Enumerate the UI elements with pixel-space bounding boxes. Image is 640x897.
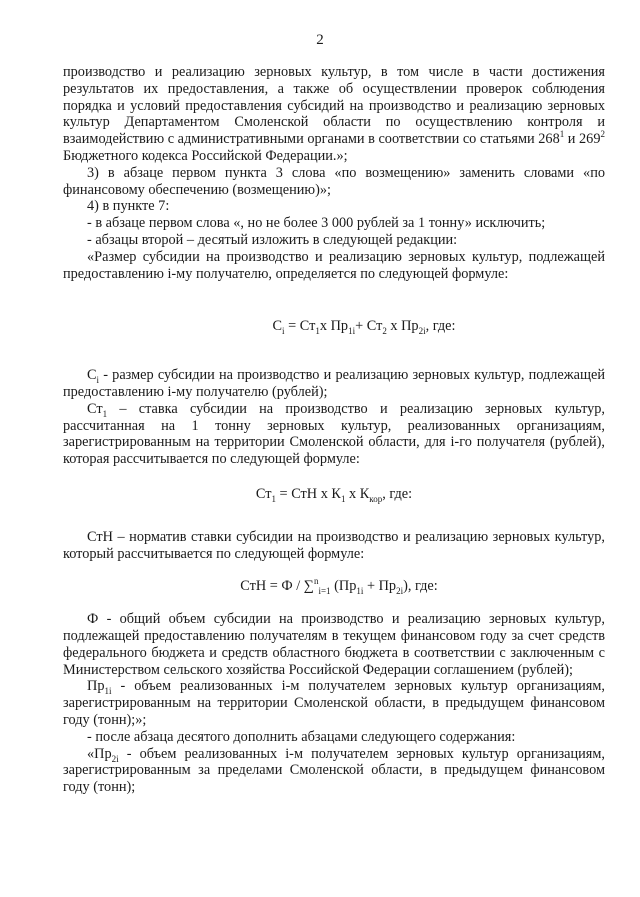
paragraph-10: Ф - общий объем субсидии на производство и реализацию зерновых культур, подлежащей предоставлению получателям в текущем финансовом году за счет средств федерального бюджета и средств областного бюджета в соответствии с заключенным с Министерством сельского хозяйства Российской Федерации соглашением (рублей); (63, 611, 605, 678)
paragraph-12: - после абзаца десятого дополнить абзацами следующего содержания: (87, 728, 516, 745)
document-body (63, 64, 605, 796)
paragraph-5: - абзацы второй – десятый изложить в следующей редакции: (87, 231, 458, 248)
paragraph-9: СтН – норматив ставки субсидии на производство и реализацию зерновых культур, который рассчитывается по следующей формуле: (63, 528, 605, 562)
page-number: 2 (316, 32, 324, 48)
formula-norm: СтН = Ф / ∑$^n_{i=1}$ $(Пр_{1i} + Пр_{2i})$, где: (240, 576, 438, 597)
paragraph-3: 4) в пункте 7: (87, 198, 170, 215)
paragraph-7: $С_i$ - размер субсидии на производство и реализацию зерновых культур, подлежащей предоставлению i-му получателю (рублей); (63, 367, 605, 400)
paragraph-11: $Пр_{1i}$ - объем реализованных i-м получателем зерновых культур организациям, зарегистрированным на территории Смоленской области, в предыдущем финансовом году (тонн);»; (63, 678, 605, 728)
paragraph-6: «Размер субсидии на производство и реализацию зерновых культур, подлежащей предоставлению i-му получателю, определяется по следующей формуле: (63, 248, 605, 282)
paragraph-8: $Ст_1$ – ставка субсидии на производство и реализацию зерновых культур, рассчитанная на 1 тонну зерновых культур, реализованных организациям, зарегистрированным на территории Смоленской области, для i-го получателя (рублей), которая рассчитывается по следующей формуле: (63, 400, 605, 468)
paragraph-13: «$Пр_{2i}$ - объем реализованных i-м получателем зерновых культур организациям, зарегистрированным за пределами Смоленской области, в предыдущем финансовом году (тонн); (63, 745, 605, 796)
formula-subsidy: $С_i = Ст_1х$ $Пр_{1i}+ Ст_2$ х $Пр_{2i}$, где: (272, 318, 456, 337)
paragraph-4: - в абзаце первом слова «, но не более 3 000 рублей за 1 тонну» исключить; (87, 215, 546, 232)
paragraph-1: производство и реализацию зерновых культур, в том числе в части достижения результатов их предоставления, а также об осуществлении проверок соблюдения порядка и условий предоставления субсидий на производство и реализацию зерновых культур Департаментом Смоленской области по осуществлению контроля и взаимодействию с административными органами в соответствии со статьями $268^1$ и $269^2$ Бюджетного кодекса Российской Федерации.»; (63, 64, 605, 164)
paragraph-2: 3) в абзаце первом пункта 3 слова «по возмещению» заменить словами «по финансовому обеспечению (возмещению)»; (63, 164, 605, 198)
formula-rate: $Ст_1$ = СтН х $К_1$ х $К_{кор}$, где: (255, 485, 413, 504)
